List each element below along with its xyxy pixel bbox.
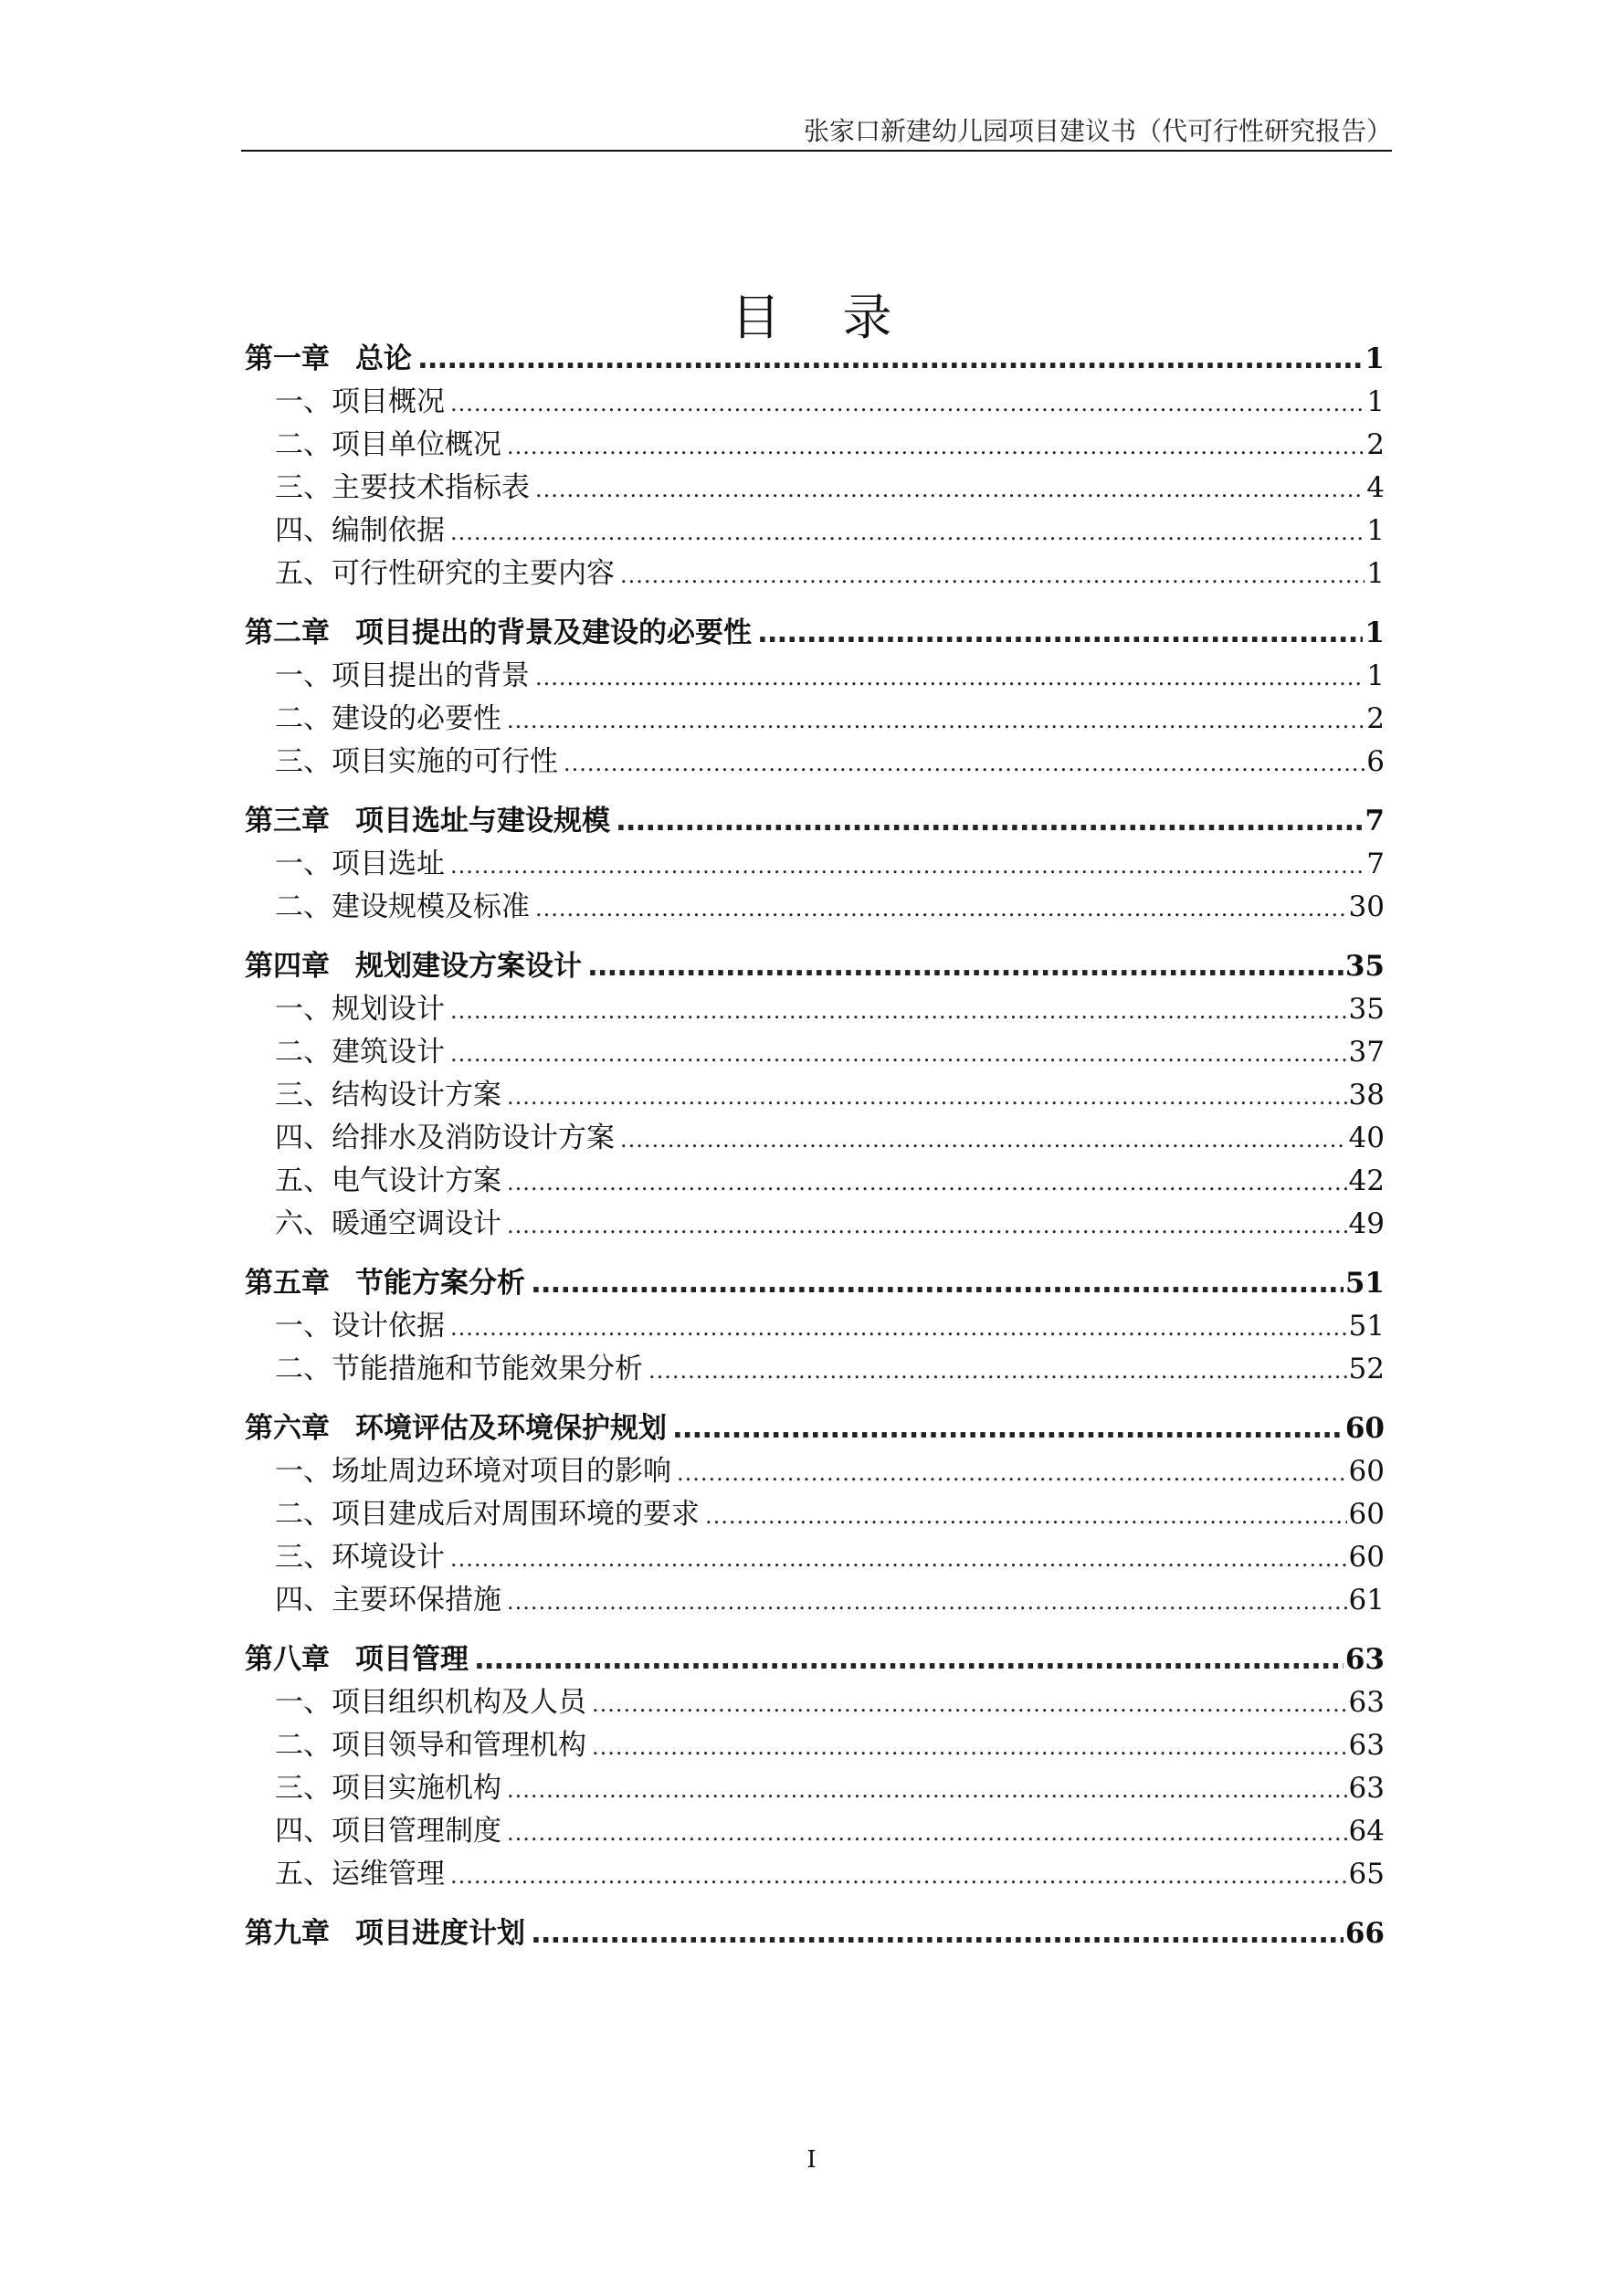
toc-dot-leader [592, 1683, 1347, 1726]
toc-dot-leader [564, 743, 1365, 785]
toc-section-entry[interactable] [245, 886, 1385, 929]
toc-section-label: 一、项目提出的背景 [275, 659, 530, 692]
toc-chapter-number: 第三章 [245, 805, 330, 837]
toc-chapter-entry[interactable] [245, 800, 1385, 843]
toc-dot-leader [620, 554, 1365, 597]
toc-chapter-label [245, 945, 582, 988]
toc-dot-leader [450, 990, 1347, 1033]
toc-page-number: 1 [1365, 342, 1385, 375]
toc-page-number: 65 [1348, 1858, 1385, 1891]
toc-chapter-label [245, 1262, 525, 1305]
toc-page-number: 1 [1366, 385, 1385, 418]
toc-section-entry[interactable] [245, 1724, 1385, 1767]
toc-dot-leader [620, 1119, 1347, 1162]
toc-dot-leader [531, 1912, 1344, 1955]
toc-page-number: 35 [1348, 993, 1385, 1026]
toc-chapter-number: 第二章 [245, 616, 330, 649]
toc-dot-leader [507, 1812, 1347, 1855]
toc-chapter-title: 项目进度计划 [355, 1917, 525, 1950]
toc-page-number: 2 [1366, 702, 1385, 735]
toc-section-entry[interactable] [245, 655, 1385, 698]
toc-chapter-title: 项目选址与建设规模 [355, 805, 610, 837]
toc-section-entry[interactable] [245, 1810, 1385, 1853]
toc-page-number: 2 [1366, 428, 1385, 461]
toc-section-entry[interactable] [245, 1853, 1385, 1896]
toc-page-number: 38 [1348, 1079, 1385, 1111]
toc-page-number: 51 [1348, 1310, 1385, 1343]
toc-section-entry[interactable] [245, 1579, 1385, 1622]
toc-section-entry[interactable] [245, 1305, 1385, 1348]
toc-section-label: 六、暖通空调设计 [275, 1207, 501, 1240]
toc-page-number: 4 [1366, 471, 1385, 504]
toc-page-number: 37 [1348, 1036, 1385, 1069]
toc-section-label: 二、项目领导和管理机构 [275, 1729, 586, 1762]
toc-dot-leader [450, 1307, 1347, 1350]
toc-section-label: 二、建设的必要性 [275, 702, 501, 735]
toc-page-number: 35 [1344, 950, 1385, 983]
toc-dot-leader [705, 1495, 1347, 1538]
toc-page-number: 63 [1348, 1772, 1385, 1805]
toc-dot-leader [535, 657, 1365, 700]
toc-chapter-number: 第一章 [245, 342, 330, 375]
toc-chapter-title: 总论 [355, 342, 412, 375]
toc-chapter-entry[interactable] [245, 1262, 1385, 1305]
toc-dot-leader [616, 800, 1363, 843]
toc-section-label: 四、编制依据 [275, 514, 445, 547]
toc-chapter-label [245, 1638, 469, 1681]
running-header: 张家口新建幼儿园项目建议书（代可行性研究报告） [803, 116, 1392, 146]
toc-section-entry[interactable] [245, 843, 1385, 886]
toc-section-entry[interactable] [245, 1767, 1385, 1810]
toc-section-label: 一、规划设计 [275, 993, 445, 1026]
toc-section-label: 一、场址周边环境对项目的影响 [275, 1455, 671, 1488]
toc-dot-leader [648, 1350, 1347, 1393]
toc-dot-leader [531, 1262, 1344, 1305]
toc-section-label: 三、项目实施机构 [275, 1772, 501, 1805]
toc-section-entry[interactable] [245, 1536, 1385, 1579]
toc-dot-leader [450, 1033, 1347, 1076]
toc-chapter-title: 节能方案分析 [355, 1267, 525, 1300]
page-number: I [806, 2146, 817, 2174]
toc-page-number: 30 [1348, 890, 1385, 923]
toc-section-label: 二、节能措施和节能效果分析 [275, 1353, 643, 1385]
toc-chapter-label [245, 1407, 667, 1450]
toc-section-label: 四、给排水及消防设计方案 [275, 1122, 615, 1154]
toc-section-label: 一、设计依据 [275, 1310, 445, 1343]
table-of-contents [245, 338, 1385, 1955]
toc-chapter-label [245, 1912, 525, 1955]
toc-section-entry[interactable] [245, 1074, 1385, 1117]
toc-page-number: 1 [1366, 557, 1385, 590]
toc-dot-leader [507, 1581, 1347, 1624]
toc-dot-leader [474, 1638, 1344, 1681]
toc-section-entry[interactable] [245, 1493, 1385, 1536]
toc-page-number: 52 [1348, 1353, 1385, 1385]
toc-chapter-entry[interactable] [245, 1407, 1385, 1450]
toc-chapter-title: 项目管理 [355, 1643, 469, 1676]
toc-section-entry[interactable] [245, 1681, 1385, 1724]
toc-page-number: 51 [1344, 1267, 1385, 1300]
toc-section-label: 三、项目实施的可行性 [275, 745, 558, 778]
toc-chapter-title: 规划建设方案设计 [355, 950, 582, 983]
toc-page-number: 49 [1348, 1207, 1385, 1240]
toc-dot-leader [450, 1538, 1347, 1581]
toc-section-label: 三、主要技术指标表 [275, 471, 530, 504]
toc-page-number: 1 [1365, 616, 1385, 649]
toc-dot-leader [507, 426, 1365, 469]
toc-chapter-title: 项目提出的背景及建设的必要性 [355, 616, 752, 649]
toc-chapter-title: 环境评估及环境保护规划 [355, 1412, 667, 1445]
toc-page-number: 7 [1365, 805, 1385, 837]
toc-chapter-label [245, 612, 752, 655]
toc-chapter-label [245, 338, 412, 381]
toc-section-entry[interactable] [245, 1348, 1385, 1391]
toc-page-number: 61 [1348, 1584, 1385, 1617]
toc-section-entry[interactable] [245, 698, 1385, 741]
toc-section-label: 五、运维管理 [275, 1858, 445, 1891]
toc-section-label: 三、结构设计方案 [275, 1079, 501, 1111]
toc-page-number: 66 [1344, 1917, 1385, 1950]
toc-section-label: 四、主要环保措施 [275, 1584, 501, 1617]
toc-dot-leader [507, 1769, 1347, 1812]
toc-section-label: 一、项目概况 [275, 385, 445, 418]
toc-page-number: 1 [1366, 659, 1385, 692]
toc-section-entry[interactable] [245, 424, 1385, 467]
toc-dot-leader [450, 511, 1365, 554]
toc-dot-leader [535, 469, 1365, 511]
toc-dot-leader [507, 1076, 1347, 1119]
toc-section-label: 二、项目建成后对周围环境的要求 [275, 1498, 700, 1531]
toc-section-entry[interactable] [245, 381, 1385, 424]
toc-dot-leader [450, 845, 1365, 888]
header-rule [241, 150, 1392, 152]
toc-page-number: 6 [1366, 745, 1385, 778]
toc-section-entry[interactable] [245, 741, 1385, 784]
toc-dot-leader [450, 1855, 1347, 1898]
toc-page-number: 63 [1344, 1643, 1385, 1676]
toc-dot-leader [592, 1726, 1347, 1769]
toc-section-label: 四、项目管理制度 [275, 1815, 501, 1848]
toc-dot-leader [672, 1407, 1344, 1450]
toc-section-label: 三、环境设计 [275, 1541, 445, 1574]
toc-section-entry[interactable] [245, 1117, 1385, 1160]
toc-chapter-number: 第六章 [245, 1412, 330, 1445]
toc-section-label: 五、可行性研究的主要内容 [275, 557, 615, 590]
toc-dot-leader [535, 888, 1347, 931]
toc-page-number: 64 [1348, 1815, 1385, 1848]
toc-chapter-label [245, 800, 610, 843]
toc-section-entry[interactable] [245, 1203, 1385, 1246]
toc-section-entry[interactable] [245, 988, 1385, 1031]
toc-page-number: 63 [1348, 1729, 1385, 1762]
toc-dot-leader [507, 1162, 1347, 1205]
page-title: 目录 [731, 289, 954, 347]
toc-chapter-entry[interactable] [245, 1638, 1385, 1681]
toc-page-number: 60 [1348, 1541, 1385, 1574]
toc-page-number: 60 [1348, 1455, 1385, 1488]
toc-chapter-entry[interactable] [245, 338, 1385, 381]
toc-section-entry[interactable] [245, 1450, 1385, 1493]
toc-chapter-entry[interactable] [245, 945, 1385, 988]
toc-section-label: 二、建设规模及标准 [275, 890, 530, 923]
toc-dot-leader [757, 612, 1363, 655]
toc-page-number: 1 [1366, 514, 1385, 547]
toc-dot-leader [587, 945, 1344, 988]
toc-section-label: 一、项目选址 [275, 848, 445, 880]
toc-section-entry[interactable] [245, 1160, 1385, 1203]
toc-page-number: 42 [1348, 1164, 1385, 1197]
toc-page-number: 40 [1348, 1122, 1385, 1154]
toc-chapter-number: 第八章 [245, 1643, 330, 1676]
toc-page-number: 60 [1344, 1412, 1385, 1445]
toc-dot-leader [507, 700, 1365, 743]
toc-dot-leader [417, 338, 1363, 381]
toc-chapter-entry[interactable] [245, 612, 1385, 655]
toc-dot-leader [507, 1205, 1347, 1248]
toc-section-label: 二、建筑设计 [275, 1036, 445, 1069]
toc-section-entry[interactable] [245, 1031, 1385, 1074]
toc-page-number: 7 [1366, 848, 1385, 880]
toc-dot-leader [450, 383, 1365, 426]
toc-section-entry[interactable] [245, 553, 1385, 595]
toc-chapter-number: 第五章 [245, 1267, 330, 1300]
toc-page-number: 63 [1348, 1686, 1385, 1719]
toc-section-label: 一、项目组织机构及人员 [275, 1686, 586, 1719]
toc-page-number: 60 [1348, 1498, 1385, 1531]
toc-chapter-number: 第九章 [245, 1917, 330, 1950]
toc-chapter-entry[interactable] [245, 1912, 1385, 1955]
toc-section-entry[interactable] [245, 467, 1385, 510]
toc-section-label: 二、项目单位概况 [275, 428, 501, 461]
toc-section-label: 五、电气设计方案 [275, 1164, 501, 1197]
toc-dot-leader [677, 1452, 1347, 1495]
toc-section-entry[interactable] [245, 510, 1385, 553]
toc-chapter-number: 第四章 [245, 950, 330, 983]
